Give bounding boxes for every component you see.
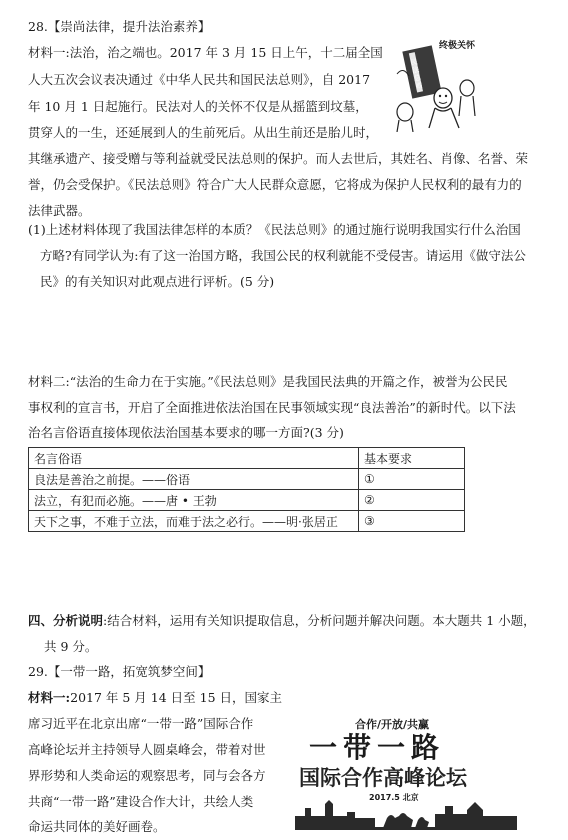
section4-title: 四、分析说明 bbox=[28, 613, 104, 628]
q28-material1-line: 人大五次会议表决通过《中华人民共和国民法总则》，自 2017 bbox=[28, 72, 371, 87]
table-header: 基本要求 bbox=[359, 448, 465, 469]
cartoon-banner: 终极关怀 bbox=[439, 38, 475, 51]
section4-desc2: 共 9 分。 bbox=[44, 639, 98, 654]
q29-material1-text: 2017 年 5 月 14 日至 15 日，国家主 bbox=[70, 690, 283, 705]
q28-material1-line: 誉，仍会受保护。《民法总则》符合广大人民群众意愿，它将成为保护人民权利的最有力的 bbox=[28, 177, 522, 192]
book-title: 民法总则 bbox=[409, 57, 424, 91]
table-cell: ③ bbox=[359, 511, 465, 532]
section4-line1 bbox=[28, 613, 536, 629]
civil-code-cartoon bbox=[393, 36, 479, 132]
q28-material1-line: 年 10 月 1 日起施行。民法对人的关怀不仅是从摇篮到坟墓， bbox=[28, 99, 368, 114]
logo-subtitle: 国际合作高峰论坛 bbox=[299, 766, 467, 790]
skyline-camel-icon bbox=[295, 798, 517, 830]
logo-date: 2017.5 北京 bbox=[369, 793, 419, 802]
table-header-row bbox=[29, 448, 465, 469]
belt-road-forum-logo bbox=[295, 712, 517, 830]
q28-sub1-line: 方略?有同学认为:有了这一治国方略，我国公民的权利就能不受侵害。请运用《做守法公 bbox=[40, 248, 526, 263]
q28-material2-line: 材料二:“法治的生命力在于实施。”《民法总则》是我国民法典的开篇之作，被誉为公民民 bbox=[28, 374, 508, 389]
q28-material1-line: 法律武器。 bbox=[28, 203, 91, 218]
sayings-table bbox=[28, 447, 465, 532]
table-row bbox=[29, 469, 465, 490]
table-cell: 天下之事，不难于立法，而难于法之必行。——明·张居正 bbox=[29, 511, 359, 532]
logo-main-title: 一带一路 bbox=[309, 731, 446, 764]
q28-material1-line: 贯穿人的一生，还延展到人的生前死后。从出生前还是胎儿时， bbox=[28, 125, 379, 140]
q29-material1-line: 高峰论坛并主持领导人圆桌峰会，带着对世 bbox=[28, 742, 266, 757]
q28-sub1-line: 民》的有关知识对此观点进行评析。(5 分) bbox=[40, 274, 275, 289]
table-row bbox=[29, 490, 465, 511]
table-header: 名言俗语 bbox=[29, 448, 359, 469]
q29-material1-line: 共商“一带一路”建设合作大计，共绘人类 bbox=[28, 794, 254, 809]
logo-slogan: 合作/开放/共赢 bbox=[355, 718, 430, 731]
q29-material1-line: 席习近平在北京出席“一带一路”国际合作 bbox=[28, 716, 254, 731]
q28-heading: 28.【崇尚法律，提升法治素养】 bbox=[28, 19, 211, 34]
q28-material2-line: 治名言俗语直接体现依法治国基本要求的哪一方面?(3 分) bbox=[28, 425, 344, 440]
q28-material1-line: 材料一:法治，治之端也。2017 年 3 月 15 日上午，十二届全国 bbox=[28, 45, 383, 60]
q29-material1-line: 界形势和人类命运的观察思考，同与会各方 bbox=[28, 768, 266, 783]
table-cell: ① bbox=[359, 469, 465, 490]
table-cell: 良法是善治之前提。——俗语 bbox=[29, 469, 359, 490]
table-cell: 法立，有犯而必施。——唐 • 王勃 bbox=[29, 490, 359, 511]
q29-heading: 29.【一带一路，拓宽筑梦空间】 bbox=[28, 664, 211, 679]
table-row bbox=[29, 511, 465, 532]
table-cell: ② bbox=[359, 490, 465, 511]
q29-material1-first-line bbox=[28, 690, 282, 706]
section4-desc: :结合材料，运用有关知识提取信息，分析问题并解决问题。本大题共 1 小题， bbox=[103, 613, 536, 628]
q29-material1-label: 材料一: bbox=[28, 690, 71, 705]
q28-sub1-line: (1)上述材料体现了我国法律怎样的本质？《民法总则》的通过施行说明我国实行什么治国 bbox=[28, 222, 521, 237]
q28-material2-line: 事权利的宣言书，开启了全面推进依法治国在民事领域实现“良法善治”的新时代。以下法 bbox=[28, 400, 516, 415]
q28-material1-line: 其继承遗产、接受赠与等利益就受民法总则的保护。而人去世后，其姓名、肖像、名誉、荣 bbox=[28, 151, 529, 166]
q29-material1-line: 命运共同体的美好画卷。 bbox=[28, 819, 166, 834]
